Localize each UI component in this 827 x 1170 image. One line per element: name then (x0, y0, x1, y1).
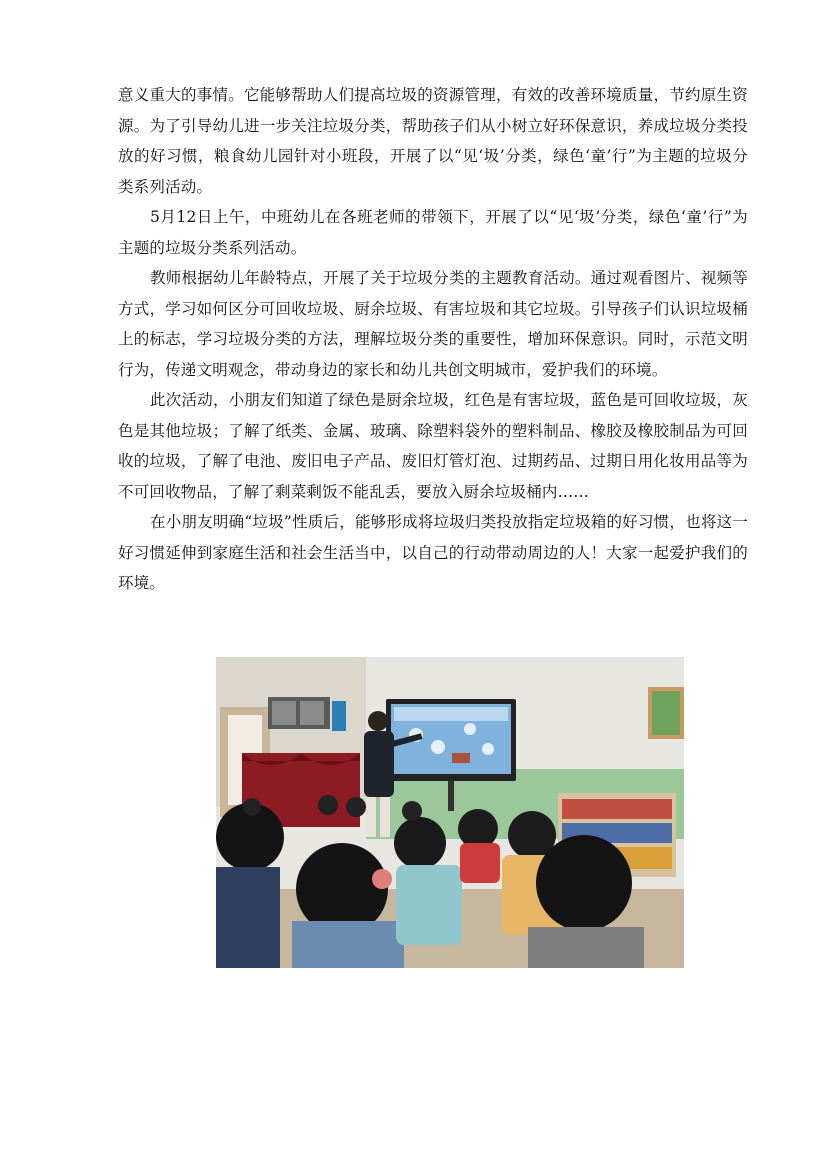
paragraph-teaching: 教师根据幼儿年龄特点，开展了关于垃圾分类的主题教育活动。通过观看图片、视频等方式，学习如何区分可回收垃圾、厨余垃圾、有害垃圾和其它垃圾。引导孩子们认识垃圾桶上的标志，学习垃圾分类的方法，理解垃圾分类的重要性，增加环保意识。同时，示范文明行为，传递文明观念，带动身边的家长和幼儿共创文明城市，爱护我们的环境。 (118, 269, 748, 379)
article-body (118, 80, 748, 599)
classroom-photo-illustration (216, 657, 684, 968)
paragraph-conclusion: 在小朋友明确“垃圾”性质后，能够形成将垃圾归类投放指定垃圾箱的好习惯，也将这一好习惯延伸到家庭生活和社会生活当中，以自己的行动带动周边的人！大家一起爱护我们的环境。 (118, 513, 748, 592)
paragraph-intro: 意义重大的事情。它能够帮助人们提高垃圾的资源管理，有效的改善环境质量，节约原生资源。为了引导幼儿进一步关注垃圾分类，帮助孩子们从小树立好环保意识，养成垃圾分类投放的好习惯，粮食幼儿园针对小班段，开展了以“见‘圾’分类，绿色‘童’行”为主题的垃圾分类系列活动。 (118, 86, 748, 196)
paragraph-learning: 此次活动，小朋友们知道了绿色是厨余垃圾，红色是有害垃圾，蓝色是可回收垃圾，灰色是其他垃圾；了解了纸类、金属、玻璃、除塑料袋外的塑料制品、橡胶及橡胶制品为可回收的垃圾，了解了电池、废旧电子产品、废旧灯管灯泡、过期药品、过期日用化妆用品等为不可回收物品，了解了剩菜剩饭不能乱丢，要放入厨余垃圾桶内…… (118, 391, 748, 501)
paragraph-date: 5月12日上午，中班幼儿在各班老师的带领下，开展了以“见‘圾’分类，绿色‘童’行”为主题的垃圾分类系列活动。 (118, 208, 748, 257)
classroom-photo (216, 657, 684, 968)
